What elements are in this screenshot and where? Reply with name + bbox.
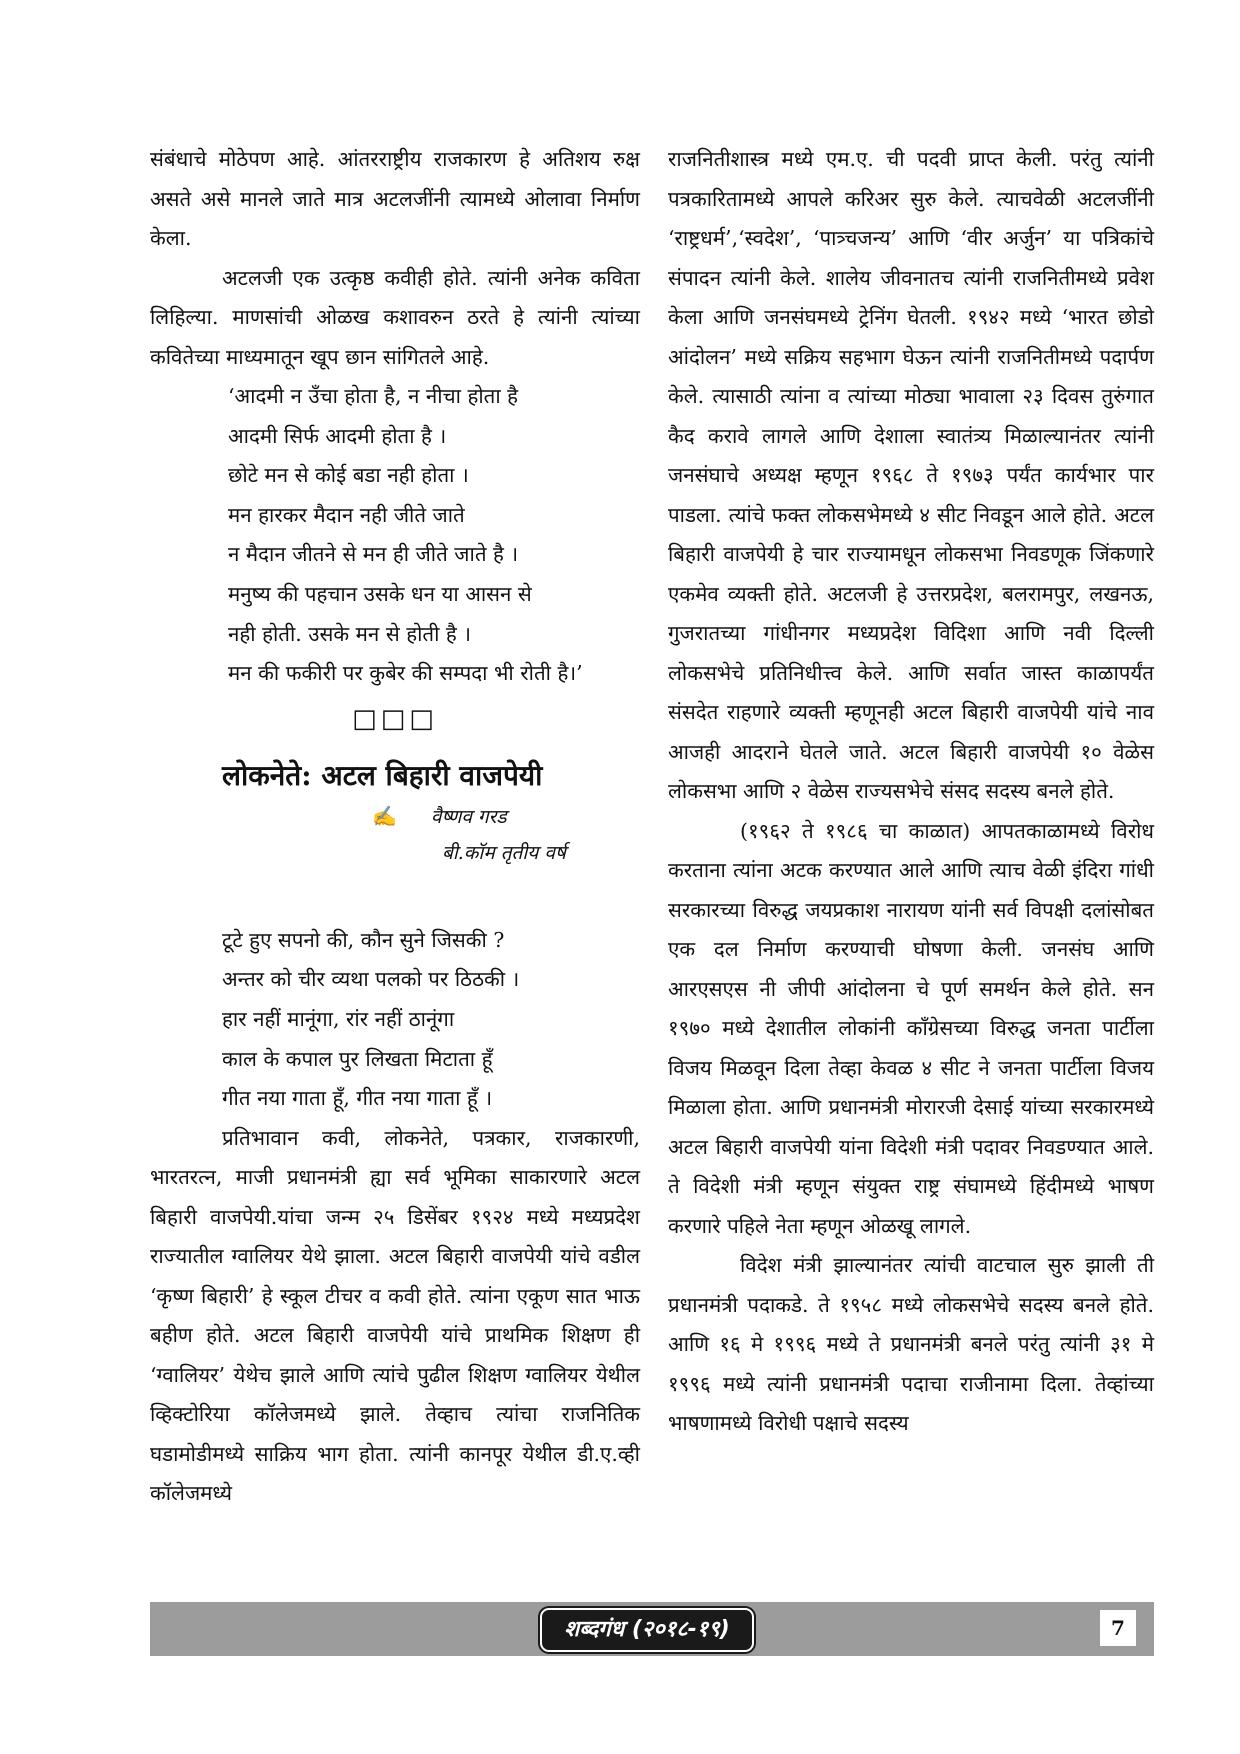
poem-line: ‘आदमी न उँचा होता है, न नीचा होता है — [228, 384, 519, 408]
pen-icon: ✍ — [372, 803, 397, 828]
poem-block — [222, 921, 640, 1119]
poem-line: हार नहीं मानूंगा, रांर नहीं ठानूंगा — [222, 1006, 455, 1031]
paragraph: राजनितीशास्त्र मध्ये एम.ए. ची पदवी प्राप्त केली. परंतु त्यांनी पत्रकारितामध्ये आपले करिअर सुरु केले. त्याचवेळी अटलजींनी ‘राष्ट्रधर्म’,‘स्वदेश’, ‘पात्र्चजन्य’ आणि ‘वीर अर्जुन’ या पत्रिकांचे संपादन त्यांनी केले. शालेय जीवनातच त्यांनी राजनितीमध्ये प्रवेश केला आणि जनसंघमध्ये ट्रेनिंग घेतली. १९४२ मध्ये ‘भारत छोडो आंदोलन’ मध्ये सक्रिय सहभाग घेऊन त्यांनी राजनितीमध्ये पदार्पण केले. त्यासाठी त्यांना व त्यांच्या मोठ्या भावाला २३ दिवस तुरुंगात कैद करावे लागले आणि देशाला स्वातंत्र्य मिळाल्यानंतर त्यांनी जनसंघाचे अध्यक्ष म्हणून १९६८ ते १९७३ पर्यंत कार्यभार पार पाडला. त्यांचे फक्त लोकसभेमध्ये ४ सीट निवडून आले होते. अटल बिहारी वाजपेयी हे चार राज्यामधून लोकसभा निवडणूक जिंकणारे एकमेव व्यक्ती होते. अटलजी हे उत्तरप्रदेश, बलरामपुर, लखनऊ, गुजरातच्या गांधीनगर मध्यप्रदेश विदिशा आणि नवी दिल्ली लोकसभेचे प्रतिनिधीत्त्व केले. आणि सर्वात जास्त काळापर्यंत संसदेत राहणारे व्यक्ती म्हणूनही अटल बिहारी वाजपेयी यांचे नाव आजही आदराने घेतले जाते. अटल बिहारी वाजपेयी १० वेळेस लोकसभा आणि २ वेळेस राज्यसभेचे संसद सदस्य बनले होते. — [668, 147, 1154, 803]
poem-line: काल के कपाल पुर लिखता मिटाता हूँ — [222, 1046, 493, 1071]
poem-line: मनुष्य की पहचान उसके धन या आसन से — [228, 581, 532, 606]
poem-line: नही होती. उसके मन से होती है । — [228, 621, 472, 646]
paragraph: विदेश मंत्री झाल्यानंतर त्यांची वाटचाल सुरु झाली ती प्रधानमंत्री पदाकडे. ते १९५८ मध्ये लोकसभेचे सदस्य बनले होते. आणि १६ मे १९९६ मध्ये ते प्रधानमंत्री बनले परंतु त्यांनी ३१ मे १९९६ मध्ये त्यांनी प्रधानमंत्री पदाचा राजीनामा दिला. तेव्हांच्या भाषणामध्ये विरोधी पक्षाचे सदस्य — [668, 1253, 1154, 1435]
author-line — [372, 798, 640, 835]
poem-line: अन्तर को चीर व्यथा पलको पर ठिठकी । — [222, 967, 520, 992]
section-separator: □□□ — [352, 703, 438, 734]
journal-name-badge: शब्दगंध (२०१८-१९) — [540, 1608, 754, 1652]
poem-line: गीत नया गाता हूँ, गीत नया गाता हूँ । — [222, 1086, 493, 1111]
page-number: 7 — [1100, 1610, 1136, 1646]
paragraph: प्रतिभावान कवी, लोकनेते, पत्रकार, राजकारणी, भारतरत्न, माजी प्रधानमंत्री ह्या सर्व भूमिका साकारणारे अटल बिहारी वाजपेयी.यांचा जन्म २५ डिसेंबर १९२४ मध्ये मध्यप्रदेश राज्यातील ग्वालियर येथे झाला. अटल बिहारी वाजपेयी यांचे वडील ‘कृष्ण बिहारी’ हे स्कूल टीचर व कवी होते. त्यांना एकूण सात भाऊ बहीण होते. अटल बिहारी वाजपेयी यांचे प्राथमिक शिक्षण ही ‘ग्वालियर’ येथेच झाले आणि त्यांचे पुढील शिक्षण ग्वालियर येथील व्हिक्टोरिया कॉलेजमध्ये झाले. तेव्हाच त्यांचा राजनितिक घडामोडीमध्ये साक्रिय भाग होता. त्यांनी कानपूर येथील डी.ए.व्ही कॉलेजमध्ये — [150, 1125, 640, 1506]
poem-line: छोटे मन से कोई बडा नही होता । — [228, 463, 469, 488]
poem-line: आदमी सिर्फ आदमी होता है । — [228, 423, 447, 448]
page-footer — [150, 1602, 1154, 1656]
article-title: लोकनेते: अटल बिहारी वाजपेयी — [222, 758, 543, 792]
poem-line: न मैदान जीतने से मन ही जीते जाते है । — [228, 542, 519, 567]
paragraph: अटलजी एक उत्कृष्ठ कवीही होते. त्यांनी अनेक कविता लिहिल्या. माणसांची ओळख कशावरुन ठरते हे त्यांनी त्यांच्या कवितेच्या माध्यमातून खूप छान सांगितले आहे. — [150, 265, 640, 369]
poem-line: मन हारकर मैदान नही जीते जाते — [228, 502, 465, 527]
poem-block — [228, 377, 640, 694]
poem-line: टूटे हुए सपनो की, कौन सुने जिसकी ? — [222, 927, 505, 952]
author-name: वैष्णव गरड — [430, 805, 507, 828]
author-class: बी.कॉम तृतीय वर्ष — [442, 841, 566, 864]
paragraph: (१९६२ ते १९८६ चा काळात) आपतकाळामध्ये विरोध करताना त्यांना अटक करण्यात आले आणि त्याच वेळी इंदिरा गांधी सरकारच्या विरुद्ध जयप्रकाश नारायण यांनी सर्व विपक्षी दलांसोबत एक दल निर्माण करण्याची घोषणा केली. जनसंघ आणि आरएसएस नी जीपी आंदोलना चे पूर्ण समर्थन केले होते. सन १९७० मध्ये देशातील लोकांनी कॉंग्रेसच्या विरुद्ध जनता पार्टीला विजय मिळवून दिला तेव्हा केवळ ४ सीट ने जनता पार्टीला विजय मिळाला होता. आणि प्रधानमंत्री मोरारजी देसाई यांच्या सरकारमध्ये अटल बिहारी वाजपेयी यांना विदेशी मंत्री पदावर निवडण्यात आले. ते विदेशी मंत्री म्हणून संयुक्त राष्ट्र संघामध्ये हिंदीमध्ये भाषण करणारे पहिले नेता म्हणून ओळखू लागले. — [668, 818, 1154, 1238]
left-column — [150, 140, 640, 1514]
paragraph: संबंधाचे मोठेपण आहे. आंतरराष्ट्रीय राजकारण हे अतिशय रुक्ष असते असे मानले जाते मात्र अटलजींनी त्यामध्ये ओलावा निर्माण केला. — [150, 147, 640, 250]
right-column — [668, 140, 1154, 1444]
poem-line: मन की फकीरी पर कुबेर की सम्पदा भी रोती है।’ — [228, 661, 583, 686]
